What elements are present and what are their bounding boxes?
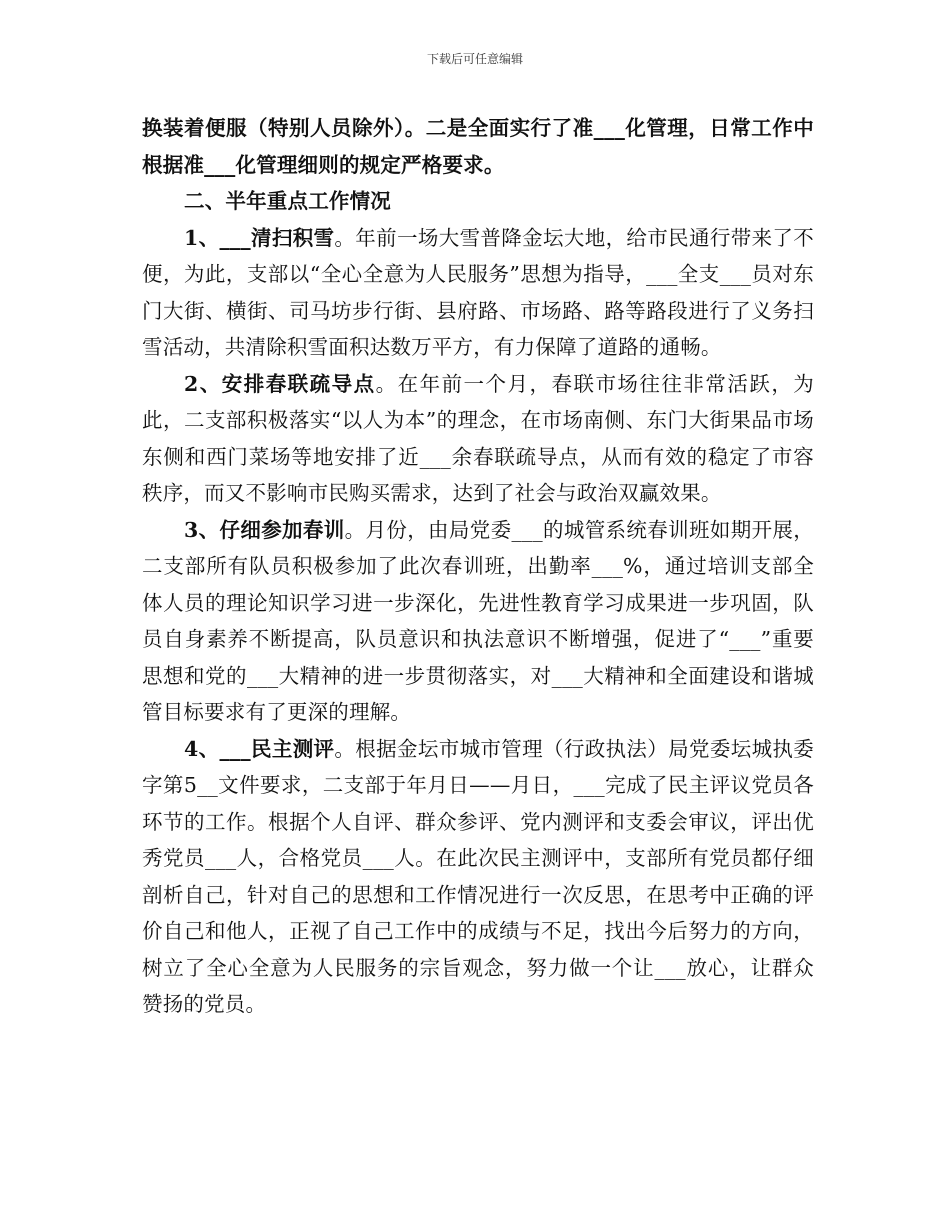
item-snow-clearing-body: 。年前一场大雪普降金坛大地，给市民通行带来了不便，为此，支部以“全心全意为人民服务”思想为指导，___全支___员对东门大街、横街、司马坊步行街、县府路、市场路、路等路段进行了义务扫雪活动，共清除积雪面积达数万平方，有力保障了道路的通畅。 <box>142 225 814 359</box>
item-spring-training <box>142 512 814 731</box>
item-democratic-evaluation <box>142 731 814 1023</box>
item-snow-clearing <box>142 220 814 366</box>
item-couplet-points-title: 2、安排春联疏导点 <box>184 371 376 396</box>
item-couplet-points-body: 。在年前一个月，春联市场往往非常活跃，为此，二支部积极落实“以人为本”的理念，在市场南侧、东门大街果品市场东侧和西门菜场等地安排了近___余春联疏导点，从而有效的稳定了市容秩序，而又不影响市民购买需求，达到了社会与政治双赢效果。 <box>142 371 814 505</box>
item-democratic-evaluation-body: 。根据金坛市城市管理（行政执法）局党委坛城执委字第5__文件要求，二支部于年月日——月日，___完成了民主评议党员各环节的工作。根据个人自评、群众参评、党内测评和支委会审议，评出优秀党员___人，合格党员___人。在此次民主测评中，支部所有党员都仔细剖析自己，针对自己的思想和工作情况进行一次反思，在思考中正确的评价自己和他人，正视了自己工作中的成绩与不足，找出今后努力的方向，树立了全心全意为人民服务的宗旨观念，努力做一个让___放心，让群众赞扬的党员。 <box>142 736 814 1016</box>
item-democratic-evaluation-title: 4、___民主测评 <box>184 736 335 761</box>
item-spring-training-title: 3、仔细参加春训 <box>184 517 345 542</box>
section-heading-text: 二、半年重点工作情况 <box>184 189 391 213</box>
item-couplet-points <box>142 366 814 512</box>
section-heading <box>142 183 814 220</box>
item-spring-training-body: 。月份，由局党委___的城管系统春训班如期开展，二支部所有队员积极参加了此次春训班，出勤率___%，通过培训支部全体人员的理论知识学习进一步深化，先进性教育学习成果进一步巩固，队员自身素养不断提高，队员意识和执法意识不断增强，促进了“___”重要思想和党的___大精神的进一步贯彻落实，对___大精神和全面建设和谐城管目标要求有了更深的理解。 <box>142 517 814 724</box>
document-body <box>142 110 814 1023</box>
page-header: 下载后可任意编辑 <box>426 52 523 66</box>
item-snow-clearing-title: 1、___清扫积雪 <box>184 225 335 250</box>
paragraph-intro <box>142 110 814 183</box>
paragraph-intro-text: 换装着便服（特别人员除外）。二是全面实行了准___化管理，日常工作中根据准___化管理细则的规定严格要求。 <box>142 116 814 177</box>
